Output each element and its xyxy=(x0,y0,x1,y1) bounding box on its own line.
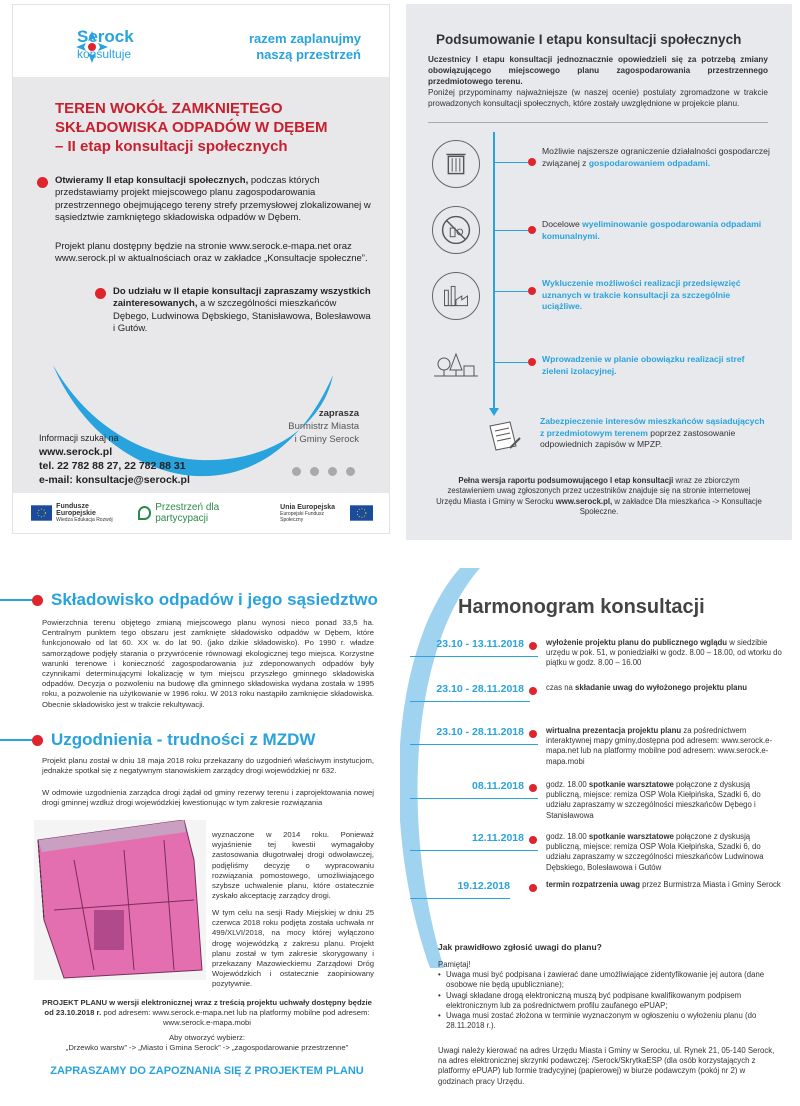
bullet-dot xyxy=(37,177,48,188)
bullet-dot xyxy=(95,288,106,299)
mzdw-text-4: W tym celu na sesji Rady Miejskiej w dniu 25 czerwca 2018 roku podjęta została uchwała nr 499/XLVI/2018, na mocy której wyłączono drogę wojewódzką z zakresu planu. Projekt planu został w tym zakresie skorygowany i przekazany Mazowieckiemu Zarządowi Dróg Wojewódzkich i ostatecznie zaopiniowany pozytywnie. xyxy=(212,908,374,989)
postulate-5: Zabezpieczenie interesów mieszkańców sąsiadujących z przedmiotowym terenem poprzez zastosowanie odpowiednich zapisów w MPZP. xyxy=(540,416,765,449)
bullet-dot xyxy=(529,884,537,892)
eu-funds-logo: Fundusze Europejskie Wiedza Edukacja Rozwój xyxy=(31,503,128,523)
schedule-date: 08.11.2018 xyxy=(472,780,524,792)
separator xyxy=(428,122,768,123)
schedule-heading: Harmonogram konsultacji xyxy=(458,596,705,618)
project-availability: PROJEKT PLANU w wersji elektronicznej wraz z treścią projektu uchwały dostępny będzie od 23.10.2018 r. pod adresem: www.serock.e-mapa.net lub na platformy mobilne pod adresem: www.serock.e-mapa.mobi Aby otworzyć wybierz: „Drzewko warstw” -> „Miasto i Gmina Serock” -> „zagospodarowanie przestrzenne” xyxy=(42,998,372,1052)
summary-panel xyxy=(406,4,792,540)
schedule-row-line xyxy=(410,850,538,851)
report-link[interactable]: www.serock.pl, xyxy=(555,496,613,506)
trash-icon xyxy=(432,140,480,188)
document-icon xyxy=(484,418,524,456)
schedule-description: czas na składanie uwag do wyłożonego projektu planu xyxy=(546,683,748,692)
invited-by: zaprasza Burmistrz Miasta i Gminy Serock xyxy=(288,408,359,445)
title-line-1: TEREN WOKÓŁ ZAMKNIĘTEGO xyxy=(55,100,283,117)
schedule-row-line xyxy=(410,656,538,657)
postulate-1: Możliwie najszersze ograniczenie działalności gospodarczej związanej z gospodarowaniem odpadami. xyxy=(542,146,770,168)
rule-item: • Uwaga musi być podpisana i zawierać dane umożliwiające zidentyfikowanie jej autora (dane osobowe nie będą upubliczniane); xyxy=(438,970,778,990)
contact-email[interactable]: e-mail: konsultacje@serock.pl xyxy=(39,474,190,486)
schedule-date: 23.10 - 28.11.2018 xyxy=(436,683,524,695)
invitation-banner: ZAPRASZAMY DO ZAPOZNANIA SIĘ Z PROJEKTEM PLANU xyxy=(50,1065,364,1077)
summary-intro: Uczestnicy I etapu konsultacji jednoznacznie opowiedzieli się za potrzebą zmiany obowiązującego miejscowego planu zagospodarowania przestrzennego przedmiotowego terenu. Poniżej przypominamy najważniejsze (w naszej ocenie) postulaty zgromadzone w trakcie prowadzonych konsultacji społecznych, które zostały uwzględnione w projekcie planu. xyxy=(428,55,768,108)
pin-icon xyxy=(138,506,152,520)
availability-paragraph: Projekt planu dostępny będzie na stronie www.serock.e-mapa.net oraz www.serock.pl w aktualnościach oraz w zakładce „Konsultacje społeczne”. xyxy=(55,241,368,265)
schedule-description: termin rozpatrzenia uwag przez Burmistrza Miasta i Gminy Serock xyxy=(546,880,781,889)
section-heading-mzdw: Uzgodnienia - trudności z MZDW xyxy=(0,730,315,750)
how-to-question: Jak prawidłowo zgłosić uwagi do planu? xyxy=(438,942,602,952)
bullet-dot xyxy=(529,687,537,695)
slogan-line-2: naszą przestrzeń xyxy=(256,47,361,62)
slogan xyxy=(249,31,361,63)
schedule-date: 19.12.2018 xyxy=(457,880,510,892)
bullet-dot xyxy=(529,642,537,650)
invitation-paragraph: Do udziału w II etapie konsultacji zapraszamy wszystkich zainteresowanych, a w szczególności mieszkańców Dębego, Ludwinowa Dębskiego, Stanisławowa, Bolesławowa i Gutów. xyxy=(113,286,371,334)
no-waste-icon xyxy=(432,206,480,254)
postulate-2: Docelowe wyeliminowanie gospodarowania odpadami komunalnymi. xyxy=(542,219,762,241)
full-report-note: Pełna wersja raportu podsumowującego I etap konsultacji wraz ze zbiorczym zestawieniem uwag zgłoszonych przez uczestników znajduje się na stronie internetowej Urzędu Miasta i Gminy w Serocku www.serock.pl, w zakładce Dla mieszkańca -> Konsultacje Społeczne. xyxy=(436,476,762,517)
title-line-3: – II etap konsultacji społecznych xyxy=(55,138,288,155)
bullet-dot xyxy=(32,735,43,746)
trees-icon xyxy=(432,340,480,388)
timeline-line xyxy=(493,132,495,412)
contact-info: Informacji szukaj na www.serock.pl tel. 22 782 88 27, 22 782 88 31 e-mail: konsultacje@serock.pl xyxy=(39,433,190,486)
schedule-panel xyxy=(400,568,800,1106)
bullet-dot xyxy=(528,158,536,166)
contact-website[interactable]: www.serock.pl xyxy=(39,446,113,458)
leaflet-title xyxy=(55,99,375,156)
plan-map-image xyxy=(34,820,206,980)
rules-list: Pamiętaj! • Uwaga musi być podpisana i zawierać dane umożliwiające zidentyfikowanie jej autora (dane osobowe nie będą upubliczniane); • Uwagi składane drogą elektroniczną muszą być podpisane kwalifikowanym podpisem elektronicznym lub za pośrednictwem profilu zaufanego ePUAP; • Uwaga musi zostać złożona w terminie wyznaczonym w ogłoszeniu o wyłożeniu planu (do 28.11.2018 r.). xyxy=(438,960,778,1031)
footer-logos xyxy=(13,493,390,533)
section-heading-landfill: Składowisko odpadów i jego sąsiedztwo xyxy=(0,590,378,610)
logo-name: Serock xyxy=(77,27,134,46)
landfill-panel xyxy=(0,568,392,1106)
schedule-date: 12.11.2018 xyxy=(472,832,524,844)
intro-paragraph: Otwieramy II etap konsultacji społecznych, podczas których przedstawiamy projekt miejscowego planu zagospodarowania przestrzennego obejmującego tereny strefy przemysłowej zlokalizowanej w sąsiedztwie zamkniętego składowiska odpadów w Dębem. xyxy=(55,175,371,223)
bullet-dot xyxy=(529,784,537,792)
schedule-row-line xyxy=(410,798,538,799)
bullet-dot xyxy=(528,358,536,366)
bullet-dot xyxy=(529,730,537,738)
schedule-date: 23.10 - 13.11.2018 xyxy=(436,638,524,650)
rule-item: • Uwagi składane drogą elektroniczną muszą być podpisane kwalifikowanym podpisem elektronicznym lub za pośrednictwem profilu zaufanego ePUAP; xyxy=(438,991,778,1011)
bullet-dot xyxy=(528,287,536,295)
mzdw-text-1: Projekt planu został w dniu 18 maja 2018 roku przekazany do uzgodnień właściwym instytucjom, jednakże spotkał się z negatywnym stanowiskiem zarządcy drogi wojewódzkiej nr 632. xyxy=(42,756,374,776)
schedule-row-line xyxy=(410,898,510,899)
decorative-dots xyxy=(292,467,355,476)
schedule-description: godz. 18.00 spotkanie warsztatowe połączone z dyskusją publiczną, miejsce: remiza OSP Wola Kiełpińska, Szadki 6, do udziału zapraszamy w szczególności mieszkańców Ludwinowa Dębskiego, Bolesławowa i Gutów xyxy=(546,832,764,872)
summary-heading: Podsumowanie I etapu konsultacji społecznych xyxy=(436,32,742,47)
schedule-description: wyłożenie projektu planu do publicznego wglądu w siedzibie urzędu w pok. 51, w poniedziałki w godz. 8.00 – 18.00, od wtorku do piątku w godz. 8.00 – 16.00 xyxy=(546,638,782,668)
eu-flag-icon xyxy=(350,505,373,521)
landfill-text: Powierzchnia terenu objętego zmianą miejscowego planu wynosi nieco ponad 33,5 ha. Centralnym punktem tego obszaru jest zamknięte składowisko odpadów w Dębem, które funkcjonowało od lat 60. XX w. do lat 90. (jako dzikie składowisko). Po 1990 r. władze samorządowe podjęły starania o przywrócenie równowagi ekologicznej tego miejsca. Korzystne warunki terenowe i konieczność zagospodarowania już zdeponowanych odpadów były czynnikami determinującymi lokalizację w tym miejscu przyszłego gminnego składowiska odpadów. Decyzja o pozwoleniu na budowę dla gminnego składowiska wydana została w 1995 roku, a pozwolenie na użytkowanie w 1996 roku. W 2013 roku nastąpiło zamknięcie składowiska. Obecnie składowisko jest w trakcie rekultywacji. xyxy=(42,618,374,709)
bullet-dot xyxy=(529,836,537,844)
bullet-dot xyxy=(528,226,536,234)
slogan-line-1: razem zaplanujmy xyxy=(249,31,361,46)
bullet-dot xyxy=(32,595,43,606)
postulate-3: Wykluczenie możliwości realizacji przedsięwzięć uznanych w trakcie konsultacji za szczególnie uciążliwe. xyxy=(542,278,741,311)
mzdw-text-2: W odmowie uzgodnienia zarządca drogi żądał od gminy rezerwy terenu i zaprojektowania nowej drogi gminnej wzdłuż drogi wojewódzkiej kwestionując w tym zakresie rozwiązania xyxy=(42,788,374,808)
schedule-row-line xyxy=(410,744,538,745)
pdp-logo: Przestrzeń dla partycypacji xyxy=(138,502,270,524)
contact-phone: tel. 22 782 88 27, 22 782 88 31 xyxy=(39,460,186,472)
factory-icon xyxy=(432,272,480,320)
logo-subtitle: konsultuje xyxy=(77,47,132,61)
eu-funds-icon xyxy=(31,505,52,521)
schedule-description: godz. 18.00 spotkanie warsztatowe połączone z dyskusją publiczną, miejsce: remiza OSP Wola Kiełpińska, Szadki 6, do udziału zapraszamy w szczególności mieszkańców Dębego i Stanisławowa xyxy=(546,780,761,820)
schedule-row-line xyxy=(410,701,530,702)
eu-logo: Unia Europejska Europejski Fundusz Społeczny xyxy=(280,504,373,523)
postulate-4: Wprowadzenie w planie obowiązku realizacji stref zieleni izolacyjnej. xyxy=(542,354,745,376)
mzdw-text-3: wyznaczone w 2014 roku. Ponieważ wyjaśnienie tej kwestii wymagałoby zastosowania długotrwałej drogi odwoławczej, podjęliśmy decyzję o wypracowaniu rozwiązania pomostowego, umożliwiającego szybsze uchwalenie planu, które ostatecznie zyskało akceptację zarządcy drogi. xyxy=(212,830,374,901)
rule-item: • Uwaga musi zostać złożona w terminie wyznaczonym w ogłoszeniu o wyłożeniu planu (do 28.11.2018 r.). xyxy=(438,1011,778,1031)
leaflet-panel-front xyxy=(12,4,390,534)
address-note: Uwagi należy kierować na adres Urzędu Miasta i Gminy w Serocku, ul. Rynek 21, 05-140 Serock, na adres elektronicznej skrzynki podawczej: /Serock/SkrytkaESP (dla osób korzystających z platformy ePUAP) lub formie tradycyjnej (papierowej) w biurze podawczym (pokój nr 2) w godzinach pracy Urzędu. xyxy=(438,1046,775,1086)
schedule-description: wirtualna prezentacja projektu planu za pośrednictwem interaktywnej mapy gminy,dostępna pod adresem: www.serock.e-mapa.net lub na platformy mobilne pod adresem: www.serock.e-mapa.mobi xyxy=(546,726,773,766)
title-line-2: SKŁADOWISKA ODPADÓW W DĘBEM xyxy=(55,119,328,136)
schedule-date: 23.10 - 28.11.2018 xyxy=(436,726,524,738)
timeline-arrow-icon xyxy=(489,408,499,416)
